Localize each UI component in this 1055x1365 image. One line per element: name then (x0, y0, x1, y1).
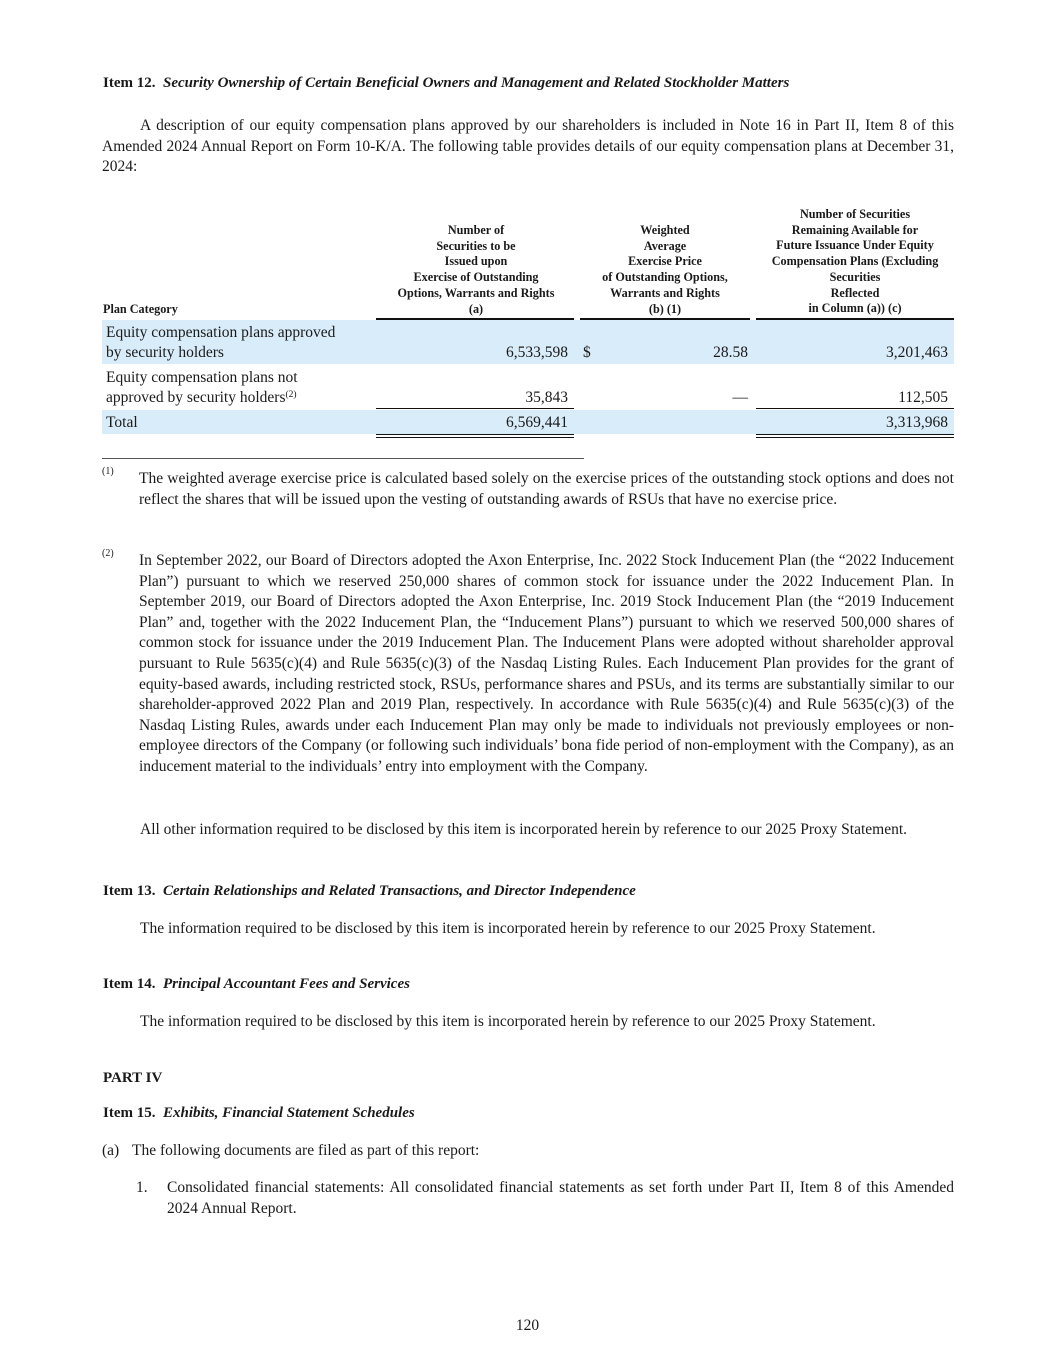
row2-category: Equity compensation plans not approved by security holders$^{(2)}$ (106, 369, 298, 406)
col-a-header-line: Exercise of Outstanding (413, 270, 539, 285)
footnote-1-mark: (1) (102, 466, 114, 477)
list-item-number: 1. (136, 1179, 148, 1196)
col-c-header-line: Number of Securities (799, 207, 911, 221)
total-double-rule-c-2 (756, 437, 954, 438)
col-category-header: Plan Category (103, 302, 178, 316)
col-b-header-line: Weighted (640, 223, 690, 237)
col-b-header-line: (b) (1) (648, 301, 682, 316)
total-col-c: 3,313,968 (886, 414, 948, 431)
item12-label: Item 12. (103, 75, 156, 91)
item14-text: The information required to be disclosed by this item is incorporated herein by reference to our 2025 Proxy Statement. (140, 1013, 876, 1030)
col-b-header-line: Average (643, 238, 687, 253)
col-a-header-line: Securities to be (436, 238, 516, 253)
item13-text: The information required to be disclosed by this item is incorporated herein by reference to our 2025 Proxy Statement. (140, 920, 876, 937)
list-item-text: Consolidated financial statements: All consolidated financial statements as set forth under Part II, Item 8 of this Amended 2024 Annual Report. (167, 1179, 954, 1217)
item15-heading: Item 15. Exhibits, Financial Statement Schedules (103, 1105, 415, 1121)
footnote-2-mark: (2) (102, 548, 114, 559)
total-double-rule-a-1 (376, 434, 574, 435)
row1-col-b: 28.58 (713, 344, 748, 361)
total-col-a: 6,569,441 (506, 414, 568, 431)
col-c-header-line: Compensation Plans (Excluding (771, 254, 939, 269)
col-c-header-line: in Column (a)) (c) (808, 301, 902, 316)
item14-heading: Item 14. Principal Accountant Fees and Services (103, 976, 410, 992)
item15-a-mark: (a) (102, 1142, 120, 1159)
col-c-header-line: Reflected (830, 285, 880, 300)
total-double-rule-a-2 (376, 437, 574, 438)
item15-a-text: The following documents are filed as part of this report: (132, 1142, 480, 1159)
item14-title: Principal Accountant Fees and Services (163, 976, 410, 992)
footnote-1-text: The weighted average exercise price is calculated based solely on the exercise prices of the outstanding stock options and does not reflect the shares that will be issued upon the vesting of outstanding awards of RSUs that have no exercise price. (139, 470, 954, 508)
subtotal-rule-a (376, 408, 574, 409)
row1-col-c: 3,201,463 (886, 344, 948, 361)
item12-intro: A description of our equity compensation plans approved by our shareholders is included in Note 16 in Part II, Item 8 of this Amended 2024 Annual Report on Form 10-K/A. The following table provides details of our equity compensation plans at December 31, 2024: (102, 117, 954, 176)
footnote-2-text: In September 2022, our Board of Directors adopted the Axon Enterprise, Inc. 2022 Stock Inducement Plan (the “2022 Inducement Plan”) pursuant to which we reserved 250,000 shares of common stock for issuance under the 2022 Inducement Plan. In September 2019, our Board of Directors adopted the Axon Enterprise, Inc. 2019 Stock Inducement Plan (the “2019 Inducement Plan” and, together with the 2022 Inducement Plan, the “Inducement Plans”) pursuant to which we reserved 500,000 shares of common stock for issuance under the 2019 Inducement Plan. The Inducement Plans were adopted without shareholder approval pursuant to Rule 5635(c)(4) and Rule 5635(c)(3) of the Nasdaq Listing Rules. Each Inducement Plan provides for the grant of equity-based awards, including restricted stock, RSUs, performance shares and PSUs, and its terms are substantially similar to our shareholder-approved 2022 Plan and 2019 Plan, respectively. In accordance with Rule 5635(c)(4) and Rule 5635(c)(3) of the Nasdaq Listing Rules, awards under each Inducement Plan may only be made to individuals not previously employees or non-employee directors of the Company (or following such individuals’ bona fide period of non-employment with the Company), as an inducement material to the individuals’ entry into employment with the Company. (139, 552, 954, 775)
col-c-header-line: Securities (829, 269, 881, 284)
row2-footnote-ref: (2) (285, 390, 297, 400)
item13-heading: Item 13. Certain Relationships and Related Transactions, and Director Independence (103, 883, 636, 899)
col-a-header-line: Issued upon (444, 254, 508, 269)
page-number: 120 (515, 1317, 540, 1334)
col-a-header-line: Options, Warrants and Rights (397, 285, 555, 300)
row1-col-a: 6,533,598 (506, 344, 568, 361)
col-b-header-line: of Outstanding Options, (602, 270, 728, 285)
col-c-header-line: Future Issuance Under Equity (776, 238, 934, 253)
col-b-header-line: Exercise Price (628, 254, 702, 269)
item12-title: Security Ownership of Certain Beneficial Owners and Management and Related Stockholder Matters (163, 75, 790, 91)
item12-heading (103, 75, 789, 92)
col-a-header (376, 223, 576, 317)
row1-category: Equity compensation plans approved by security holders (106, 324, 336, 361)
row2-col-a: 35,843 (525, 389, 568, 406)
col-c-header-line: Remaining Available for (791, 222, 919, 237)
item12-other-info: All other information required to be disclosed by this item is incorporated herein by reference to our 2025 Proxy Statement. (140, 821, 908, 838)
col-c-header (756, 207, 954, 317)
part4-heading: PART IV (103, 1070, 163, 1086)
total-label: Total (106, 414, 138, 431)
col-a-header-line: (a) (468, 301, 484, 316)
col-b-header-line: Warrants and Rights (610, 285, 720, 300)
row2-col-c: 112,505 (898, 389, 948, 406)
subtotal-rule-c (756, 408, 954, 409)
item13-title: Certain Relationships and Related Transactions, and Director Independence (163, 883, 636, 899)
col-b-header (580, 223, 750, 317)
total-double-rule-c-1 (756, 434, 954, 435)
row2-col-b: — (732, 389, 748, 406)
col-a-header-line: Number of (447, 223, 505, 237)
row1-dollar: $ (583, 344, 591, 361)
footnote-separator (102, 458, 584, 459)
item15-title: Exhibits, Financial Statement Schedules (163, 1105, 415, 1121)
